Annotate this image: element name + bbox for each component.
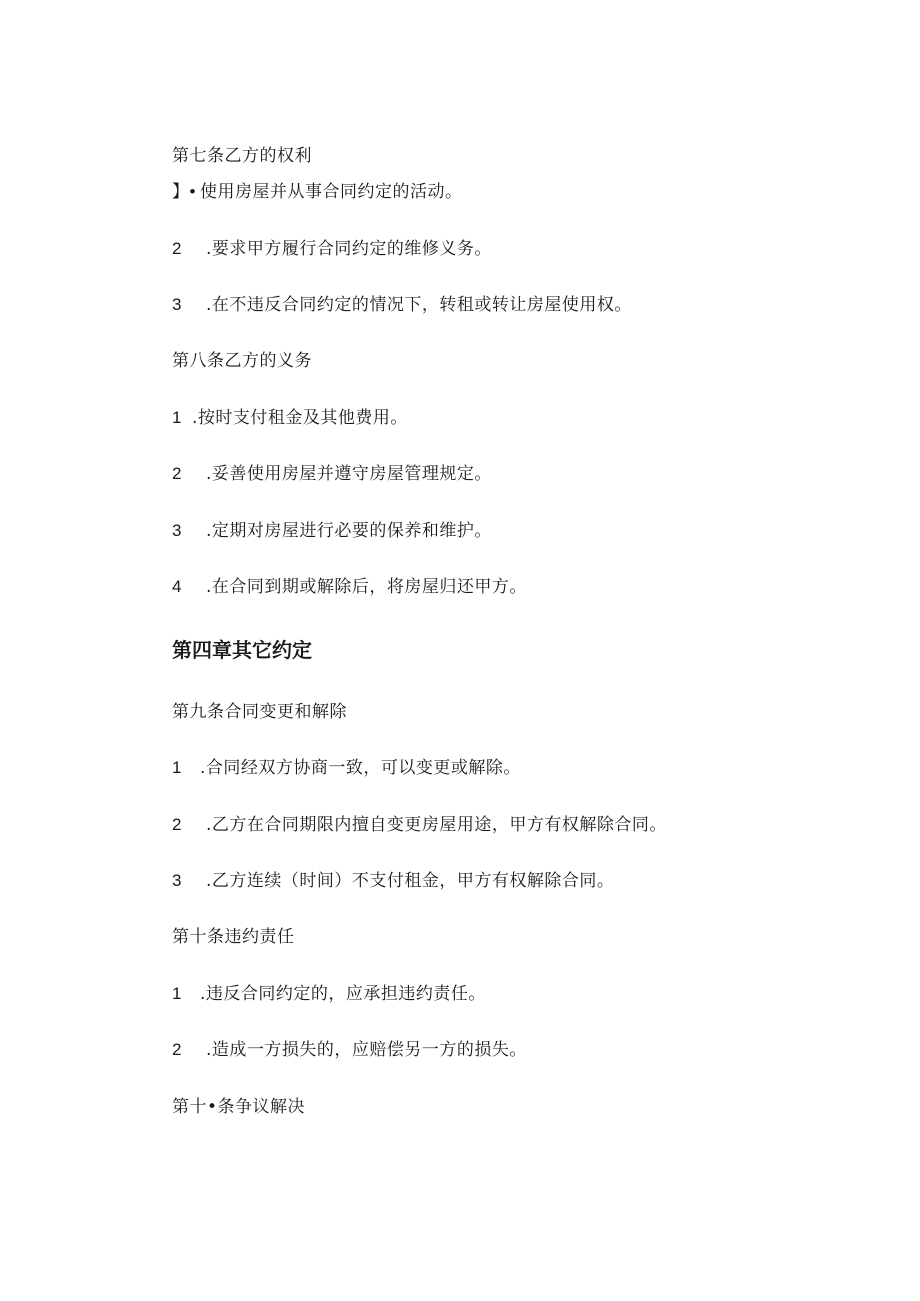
article-9-heading-text: 第九条合同变更和解除 <box>172 702 347 722</box>
article-10-heading-text: 第十条违约责任 <box>172 927 295 947</box>
item-number: 3 <box>172 521 182 540</box>
item-text: .乙方连续（时间）不支付租金，甲方有权解除合同。 <box>206 871 615 891</box>
item-text: .要求甲方履行合同约定的维修义务。 <box>206 239 492 259</box>
item-text: .在合同到期或解除后，将房屋归还甲方。 <box>206 577 527 597</box>
article-9-item-1 <box>172 757 521 779</box>
item-text: 使用房屋并从事合同约定的活动。 <box>200 182 463 202</box>
item-number: 1 <box>172 758 182 777</box>
article-8-item-4 <box>172 576 527 598</box>
article-10-item-1 <box>172 983 486 1005</box>
article-7-heading <box>172 145 312 167</box>
chapter-4-heading <box>172 637 312 663</box>
item-text: .按时支付租金及其他费用。 <box>192 408 408 428</box>
item-text: .妥善使用房屋并遵守房屋管理规定。 <box>206 464 492 484</box>
article-8-heading-text: 第八条乙方的义务 <box>172 351 312 371</box>
item-text: .乙方在合同期限内擅自变更房屋用途，甲方有权解除合同。 <box>206 815 667 835</box>
item-number: 2 <box>172 1040 182 1059</box>
item-text: .定期对房屋进行必要的保养和维护。 <box>206 521 492 541</box>
item-text: .违反合同约定的，应承担违约责任。 <box>200 984 486 1004</box>
article-7-heading-text: 第七条乙方的权利 <box>172 146 312 166</box>
article-9-heading <box>172 701 347 723</box>
article-8-item-3 <box>172 520 492 542</box>
article-8-heading <box>172 350 312 372</box>
article-9-item-3 <box>172 870 614 892</box>
article-10-item-2 <box>172 1039 527 1061</box>
item-number: 2 <box>172 239 182 258</box>
chapter-4-heading-text: 第四章其它约定 <box>172 638 312 662</box>
item-text: .造成一方损失的，应赔偿另一方的损失。 <box>206 1040 527 1060</box>
article-11-heading <box>172 1096 305 1118</box>
article-7-item-3 <box>172 294 632 316</box>
item-number: 3 <box>172 871 182 890</box>
article-7-item-1 <box>172 181 463 203</box>
item-text: .合同经双方协商一致，可以变更或解除。 <box>200 758 521 778</box>
article-9-item-2 <box>172 814 667 836</box>
article-10-heading <box>172 926 295 948</box>
item-number: 1 <box>172 408 182 427</box>
item-number: 1 <box>172 984 182 1003</box>
item-number: 2 <box>172 464 182 483</box>
article-7-item-2 <box>172 238 492 260</box>
item-number: 4 <box>172 577 182 596</box>
article-8-item-2 <box>172 463 492 485</box>
item-number: 】• <box>172 182 196 201</box>
item-number: 2 <box>172 815 182 834</box>
article-11-heading-text: 第十•条争议解决 <box>172 1097 306 1117</box>
article-8-item-1 <box>172 407 408 429</box>
item-number: 3 <box>172 295 182 314</box>
item-text: .在不违反合同约定的情况下，转租或转让房屋使用权。 <box>206 295 632 315</box>
